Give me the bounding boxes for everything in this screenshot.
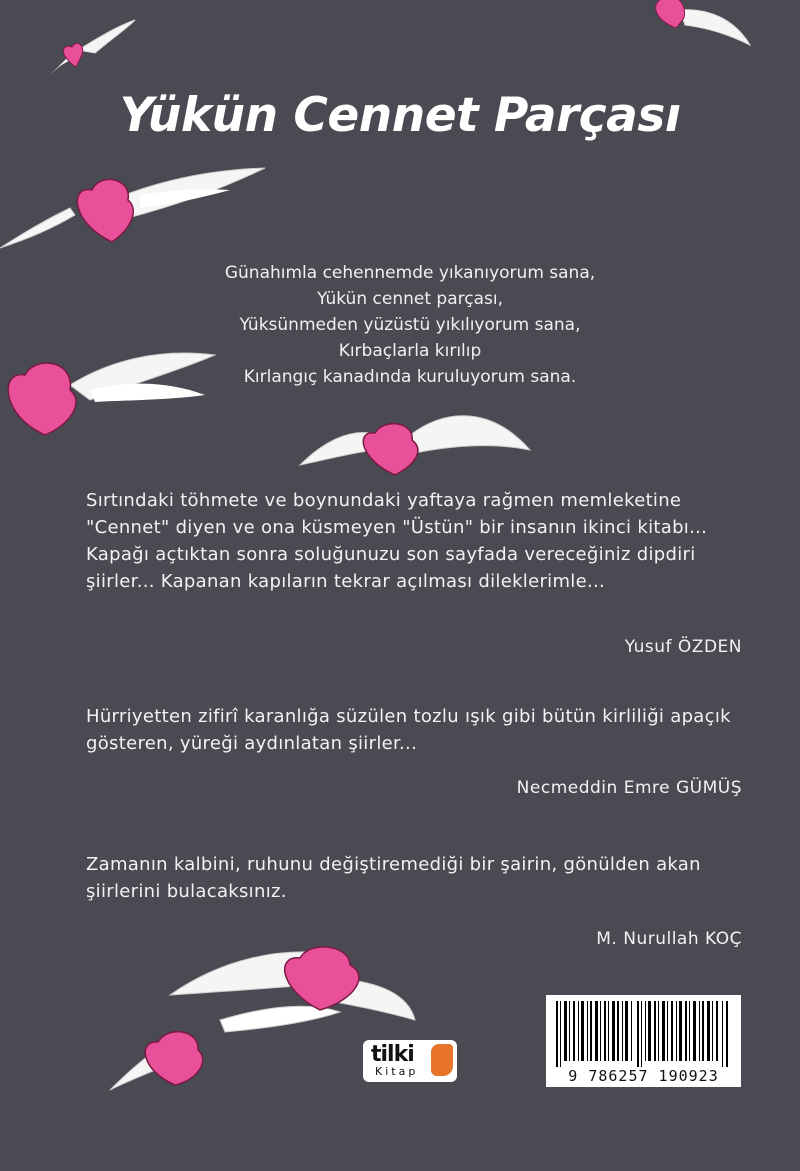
poem-line: Günahımla cehennemde yıkanıyorum sana,	[224, 263, 596, 283]
review-author: Necmeddin Emre GÜMÜŞ	[516, 778, 742, 798]
review-author: M. Nurullah KOÇ	[596, 929, 742, 949]
isbn-number: 9 786257 190923	[568, 1067, 719, 1085]
poem-line: Yükün cennet parçası,	[317, 289, 503, 309]
winged-heart-icon	[290, 405, 535, 480]
poem-line: Kırbaçlarla kırılıp	[338, 341, 482, 361]
publisher-sub: Kitap	[375, 1065, 419, 1078]
winged-heart-icon	[40, 15, 140, 85]
winged-heart-icon	[0, 340, 215, 440]
winged-heart-icon	[0, 160, 270, 255]
review-text: Zamanın kalbini, ruhunu değiştiremediği bir şairin, gönülden akan şiirlerini bulacaksınız.	[86, 854, 701, 902]
barcode-icon	[546, 995, 741, 1067]
book-title: Yükün Cennet Parçası	[119, 88, 681, 143]
poem-line: Yüksünmeden yüzüstü yıkılıyorum sana,	[239, 315, 581, 335]
poem-excerpt	[200, 260, 620, 390]
review-text: Hürriyetten zifirî karanlığa süzülen tozlu ışık gibi bütün kirliliği apaçık gösteren, yüreği aydınlatan şiirler...	[86, 706, 731, 754]
review-text: Sırtındaki töhmete ve boynundaki yaftaya rağmen memleketine "Cennet" diyen ve ona küsmeyen "Üstün" bir insanın ikinci kitabı... Kapağı açtıktan sonra soluğunuzu son sayfada vereceğiniz dipdiri şiirler... Kapanan kapıların tekrar açılması dileklerimle...	[86, 490, 708, 592]
fox-logo-icon	[431, 1044, 453, 1076]
winged-heart-icon	[640, 0, 760, 55]
publisher-name: tilki	[371, 1042, 414, 1067]
poem-line: Kırlangıç kanadında kuruluyorum sana.	[243, 367, 577, 387]
review-author: Yusuf ÖZDEN	[624, 637, 742, 657]
barcode	[546, 995, 741, 1087]
publisher-logo	[363, 1040, 457, 1082]
